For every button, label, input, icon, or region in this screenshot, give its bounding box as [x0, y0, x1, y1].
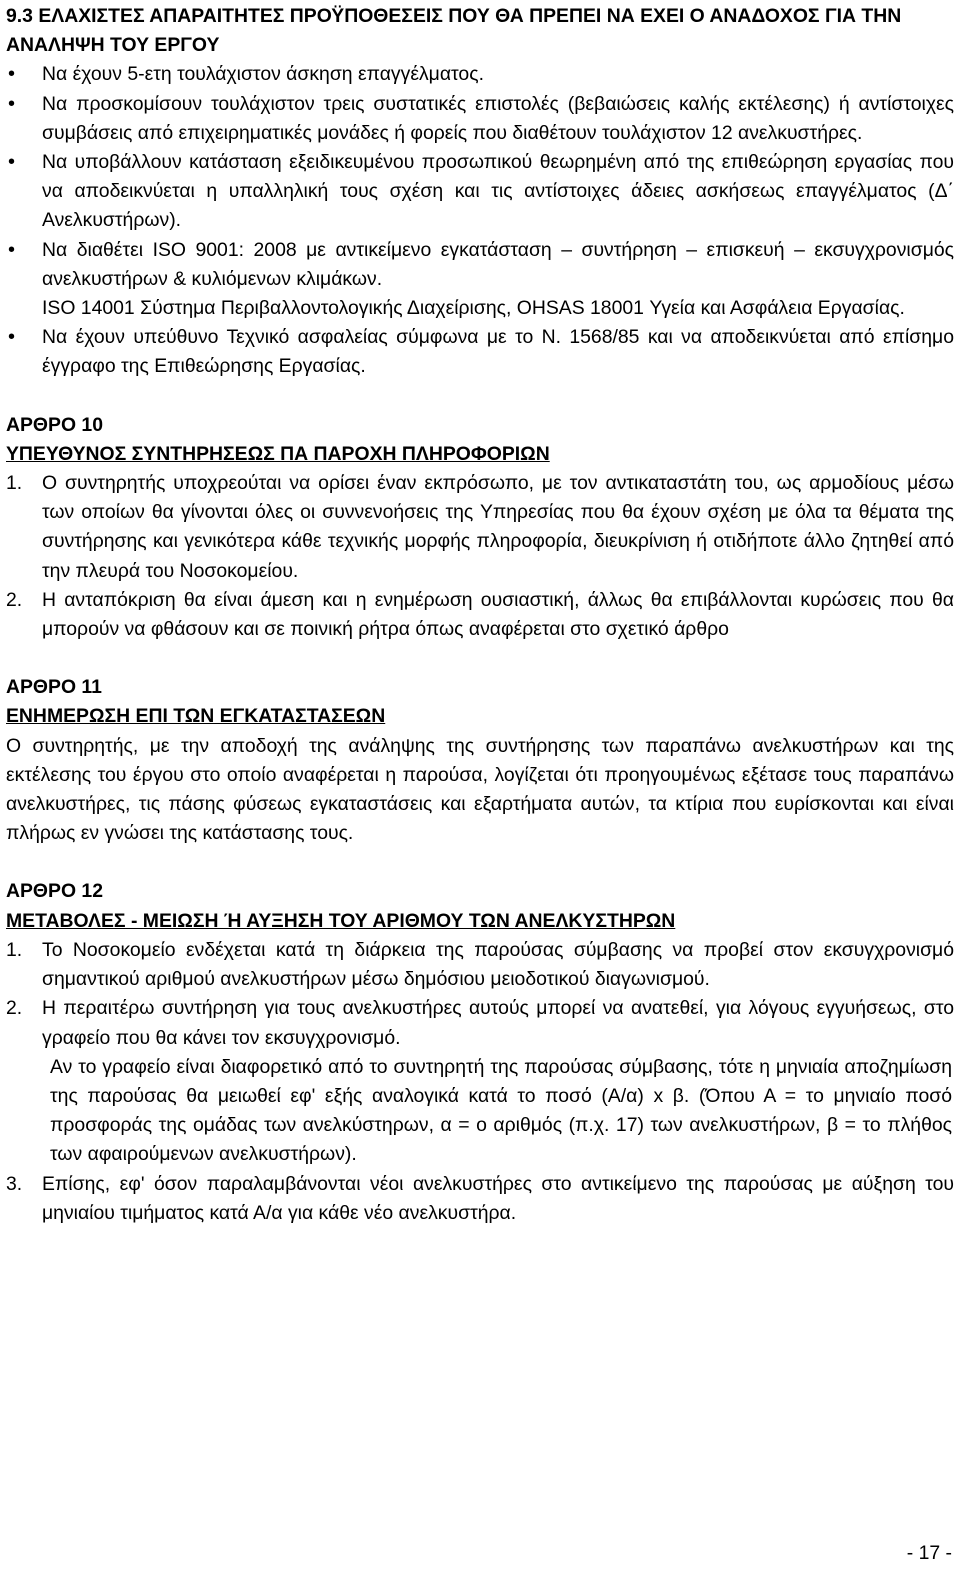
list-item: • Να υποβάλλουν κατάσταση εξειδικευμένου προσωπικού θεωρημένη από της επιθεώρηση εργασίας που να αποδεικνύεται η υπαλληλική τους σχέση και τις αντίστοιχες άδειες ασκήσεως επαγγέλματος (Δ΄ Ανελκυστήρων).: [6, 148, 954, 236]
article-12-list: [6, 936, 954, 1053]
list-item: • Να έχουν υπεύθυνο Τεχνικό ασφαλείας σύμφωνα με το Ν. 1568/85 και να αποδεικνύεται από επίσημο έγγραφο της Επιθεώρησης Εργασίας.: [6, 323, 954, 381]
item-text: Το Νοσοκομείο ενδέχεται κατά τη διάρκεια της παρούσας σύμβασης να προβεί στον εκσυγχρονισμό σημαντικού αριθμού ανελκυστήρων μέσω δημόσιου μειοδοτικού διαγωνισμού.: [42, 938, 954, 991]
requirements-list: [6, 60, 954, 381]
list-item: [6, 994, 954, 1052]
list-item: [6, 1170, 954, 1228]
article-12-title: ΜΕΤΑΒΟΛΕΣ - ΜΕΙΩΣΗ Ή ΑΥΞΗΣΗ ΤΟΥ ΑΡΙΘΜΟΥ ΤΩΝ ΑΝΕΛΚΥΣΤΗΡΩΝ: [6, 909, 676, 932]
item-text: Επίσης, εφ' όσον παραλαμβάνονται νέοι ανελκυστήρες στο αντικείμενο της παρούσας με αύξηση του μηνιαίου τιμήματος κατά Α/α για κάθε νέο ανελκυστήρα.: [42, 1172, 954, 1224]
list-item: [6, 586, 954, 644]
document-page: [6, 2, 954, 1228]
section-heading: 9.3 ΕΛΑΧΙΣΤΕΣ ΑΠΑΡΑΙΤΗΤΕΣ ΠΡΟΫΠΟΘΕΣΕΙΣ ΠΟΥ ΘΑ ΠΡΕΠΕΙ ΝΑ ΕΧΕΙ Ο ΑΝΑΔΟΧΟΣ ΓΙΑ ΤΗΝ ΑΝΑΛΗΨΗ ΤΟΥ ΕΡΓΟΥ: [6, 5, 902, 57]
article-10-title: ΥΠΕΥΘΥΝΟΣ ΣΥΝΤΗΡΗΣΕΩΣ ΠΑ ΠΑΡΟΧΗ ΠΛΗΡΟΦΟΡΙΩΝ: [6, 442, 550, 465]
article-12-list-cont: [6, 1170, 954, 1228]
item-number: 3.: [6, 1172, 23, 1195]
article-12-number: ΑΡΘΡΟ 12: [6, 880, 103, 903]
item-number: 2.: [6, 997, 23, 1020]
list-item: [6, 469, 954, 586]
item-number: 1.: [6, 472, 23, 495]
page-number: - 17 -: [906, 1542, 952, 1564]
item-text: Η ανταπόκριση θα είναι άμεση και η ενημέρωση ουσιαστική, άλλως θα επιβάλλονται κυρώσεις που θα μπορούν να φθάσουν και σε ποινική ρήτρα όπως αναφέρεται στο σχετικό άρθρο: [42, 588, 954, 641]
list-item: ISO 14001 Σύστημα Περιβαλλοντολογικής Διαχείρισης, OHSAS 18001 Υγεία και Ασφάλεια Εργασίας.: [42, 297, 905, 320]
article-11-title: ΕΝΗΜΕΡΩΣΗ ΕΠΙ ΤΩΝ ΕΓΚΑΤΑΣΤΑΣΕΩΝ: [6, 705, 386, 728]
item-number: 1.: [6, 938, 23, 961]
list-item: [6, 936, 954, 994]
item-text: Η περαιτέρω συντήρηση για τους ανελκυστήρες αυτούς μπορεί να ανατεθεί, για λόγους εγγυήσεως, στο γραφείο που θα κάνει τον εκσυγχρονισμό.: [42, 997, 954, 1049]
item-text: Ο συντηρητής υποχρεούται να ορίσει έναν εκπρόσωπο, με τον αντικαταστάτη του, ως αρμοδίους μέσω των οποίων θα γίνονται όλες οι συννενοήσεις της Υπηρεσίας που θα έχουν σχέση με όλα τα θέματα της συντήρησης και γενικότερα κάθε τεχνικής μορφής πληροφορία, διευκρίνιση ή οτιδήποτε άλλο ζητηθεί από την πλευρά του Νοσοκομείου.: [42, 472, 954, 582]
list-item: • Να έχουν 5-ετη τουλάχιστον άσκηση επαγγέλματος.: [6, 60, 954, 89]
list-item: • Να προσκομίσουν τουλάχιστον τρεις συστατικές επιστολές (βεβαιώσεις καλής εκτέλεσης) ή αντίστοιχες συμβάσεις από επιχειρηματικές μονάδες ή φορείς που διαθέτουν τουλάχιστον 12 ανελκυστήρες.: [6, 90, 954, 148]
article-10-number: ΑΡΘΡΟ 10: [6, 413, 103, 436]
article-12-subparagraph: Αν το γραφείο είναι διαφορετικό από το συντηρητή της παρούσας σύμβασης, τότε η μηνιαία αποζημίωση της παρούσας θα μειωθεί εφ' εξής αναλογικά κατά το ποσό (Α/α) x β. (Όπου Α = το μηνιαίο ποσό προσφοράς της ομάδας των ανελκύστηρων, α = ο αριθμός (π.χ. 17) των ανελκυστήρων, β = το πλήθος των αφαιρούμενων ανελκυστήρων).: [50, 1055, 952, 1166]
item-number: 2.: [6, 588, 23, 611]
article-10-list: [6, 469, 954, 644]
list-item: • Να διαθέτει ISO 9001: 2008 με αντικείμενο εγκατάσταση – συντήρηση – επισκευή – εκσυγχρονισμός ανελκυστήρων & κυλιόμενων κλιμάκων.: [6, 236, 954, 294]
article-11-number: ΑΡΘΡΟ 11: [6, 676, 102, 699]
article-11-paragraph: Ο συντηρητής, με την αποδοχή της ανάληψης της συντήρησης των παραπάνω ανελκυστήρων και της εκτέλεσης του έργου στο οποίο αναφέρεται η παρούσα, λογίζεται ότι προηγουμένως εξέτασε τους παραπάνω ανελκυστήρες, τις πάσης φύσεως εγκαταστάσεις και εξαρτήματα αυτών, τα κτίρια που ευρίσκονται και είναι πλήρως εν γνώσει της κατάστασης τους.: [6, 734, 954, 845]
